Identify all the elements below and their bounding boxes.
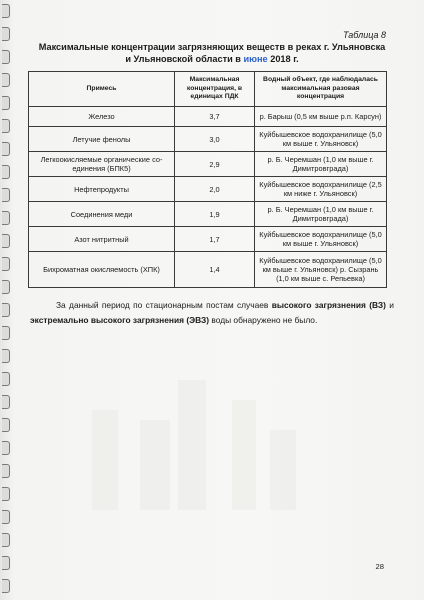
cell-value: 1,7 <box>175 227 255 252</box>
cell-substance: Нефтепродукты <box>29 177 175 202</box>
binder-clip <box>2 165 10 179</box>
cell-place: р. Б. Черемшан (1,0 км выше г. Димитровграда) <box>255 202 387 227</box>
binder-clip <box>2 510 10 524</box>
cell-place: Куйбышевское водохранилище (2,5 км ниже г. Ульяновск) <box>255 177 387 202</box>
footnote-text-3: воды обнаружено не было. <box>209 315 318 325</box>
binder-clip <box>2 257 10 271</box>
header-concentration: Максимальная концентрация, в единицах ПДК <box>175 72 255 107</box>
table-row <box>29 227 387 252</box>
show-through-shade <box>270 430 296 510</box>
title-line-2a: и Ульяновской области в <box>125 54 244 64</box>
binder-clip <box>2 349 10 363</box>
cell-substance: Железо <box>29 107 175 127</box>
table-row <box>29 152 387 177</box>
cell-place: Куйбышевское водохранилище (5,0 км выше г. Ульяновск) <box>255 227 387 252</box>
show-through-shade <box>178 380 206 510</box>
cell-place: р. Барыш (0,5 км выше р.п. Карсун) <box>255 107 387 127</box>
table-row <box>29 252 387 288</box>
binder-clip <box>2 579 10 593</box>
binder-clip <box>2 533 10 547</box>
table-title <box>30 41 394 65</box>
binder-clip <box>2 441 10 455</box>
page-number: 28 <box>375 562 384 571</box>
title-month: июне <box>243 54 268 64</box>
concentration-table <box>28 71 387 288</box>
table-row <box>29 202 387 227</box>
binder-clip <box>2 395 10 409</box>
binder-clip <box>2 188 10 202</box>
binder-strip <box>0 0 10 600</box>
binder-clip <box>2 50 10 64</box>
cell-place: Куйбышевское водохранилище (5,0 км выше г. Ульяновск) <box>255 127 387 152</box>
table-row <box>29 107 387 127</box>
cell-value: 1,9 <box>175 202 255 227</box>
binder-clip <box>2 303 10 317</box>
cell-substance: Легкоокисляемые органические со-единения (БПК5) <box>29 152 175 177</box>
footnote-bold-1: высокого загрязнения (ВЗ) <box>271 300 386 310</box>
cell-value: 3,0 <box>175 127 255 152</box>
binder-clip <box>2 4 10 18</box>
binder-clip <box>2 556 10 570</box>
footnote-text-1: За данный период по стационарным постам случаев <box>56 300 272 310</box>
cell-place: р. Б. Черемшан (1,0 км выше г. Димитровграда) <box>255 152 387 177</box>
footnote-text-2: и <box>385 300 394 310</box>
show-through-shade <box>92 410 118 510</box>
binder-clip <box>2 234 10 248</box>
binder-clip <box>2 27 10 41</box>
footnote-bold-2: экстремально высокого загрязнения (ЭВЗ) <box>30 315 210 325</box>
binder-clip <box>2 142 10 156</box>
cell-value: 1,4 <box>175 252 255 288</box>
table-row <box>29 127 387 152</box>
binder-clip <box>2 372 10 386</box>
binder-clip <box>2 418 10 432</box>
cell-substance: Бихроматная окисляемость (ХПК) <box>29 252 175 288</box>
table-row <box>29 177 387 202</box>
cell-substance: Азот нитритный <box>29 227 175 252</box>
header-water-body: Водный объект, где наблюдалась максимальная разовая концентрация <box>255 72 387 107</box>
binder-clip <box>2 73 10 87</box>
table-caption: Таблица 8 <box>342 30 386 40</box>
cell-value: 3,7 <box>175 107 255 127</box>
cell-substance: Летучие фенолы <box>29 127 175 152</box>
cell-substance: Соединения меди <box>29 202 175 227</box>
title-line-2b: 2018 г. <box>267 54 299 64</box>
binder-clip <box>2 464 10 478</box>
binder-clip <box>2 326 10 340</box>
cell-value: 2,0 <box>175 177 255 202</box>
cell-value: 2,9 <box>175 152 255 177</box>
header-substance: Примесь <box>29 72 175 107</box>
binder-clip <box>2 96 10 110</box>
binder-clip <box>2 280 10 294</box>
show-through-shade <box>232 400 256 510</box>
show-through-shade <box>140 420 170 510</box>
binder-clip <box>2 119 10 133</box>
cell-place: Куйбышевское водохранилище (5,0 км выше г. Ульяновск) р. Сызрань (1,0 км выше с. Репьевка) <box>255 252 387 288</box>
table-header-row <box>29 72 387 107</box>
binder-clip <box>2 211 10 225</box>
title-line-1: Максимальные концентрации загрязняющих веществ в реках г. Ульяновска <box>38 42 386 52</box>
footnote-paragraph <box>30 298 394 328</box>
binder-clip <box>2 487 10 501</box>
